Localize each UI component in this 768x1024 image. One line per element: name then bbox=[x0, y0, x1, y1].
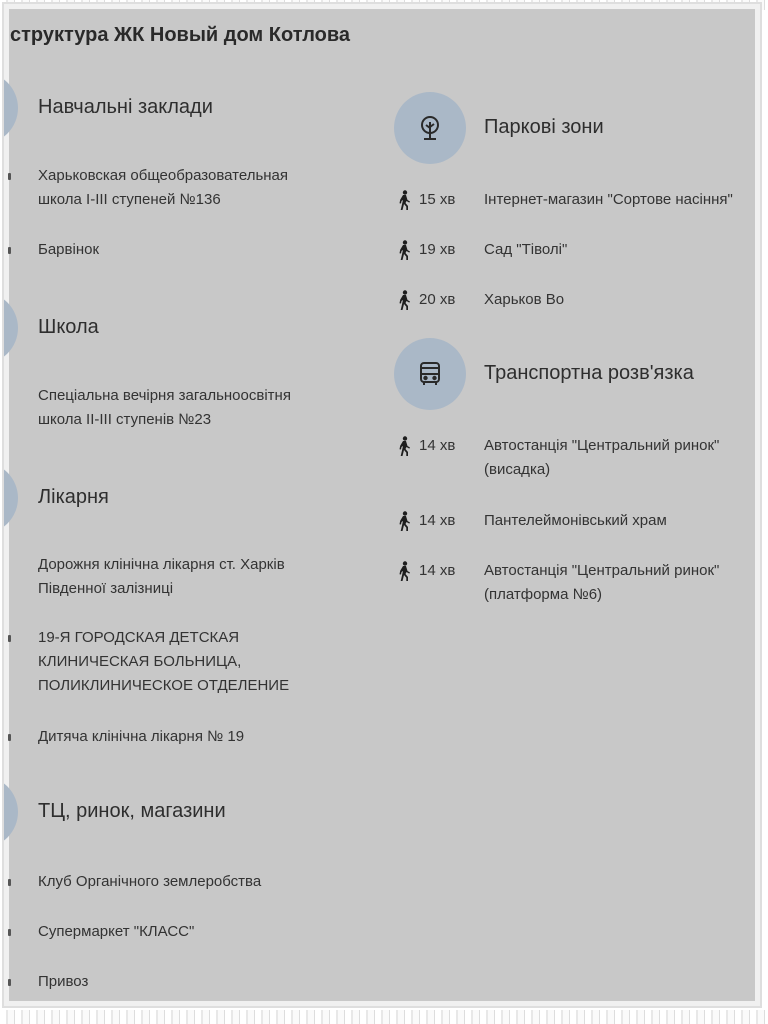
category-icon-circle bbox=[4, 72, 18, 144]
item-name-line: Дитяча клінічна лікарня № 19 bbox=[38, 728, 245, 745]
walking-icon bbox=[395, 436, 413, 456]
bullet-icon bbox=[8, 635, 11, 642]
category-title: ТЦ, ринок, магазини bbox=[38, 800, 226, 822]
walking-icon bbox=[395, 290, 413, 310]
category-icon-circle bbox=[394, 338, 466, 410]
item-name-line: Привоз bbox=[38, 973, 89, 990]
tree-icon bbox=[416, 114, 444, 142]
item-name-line: (платформа №6) bbox=[484, 586, 603, 603]
category-icon-circle bbox=[4, 776, 18, 848]
category-transport bbox=[389, 338, 760, 410]
item-name-line: Автостанція "Центральний ринок" bbox=[484, 437, 720, 454]
item-name-line: школа II-III ступенів №23 bbox=[38, 411, 212, 428]
item-name-line: Барвінок bbox=[38, 241, 100, 258]
category-title: Паркові зони bbox=[484, 116, 604, 138]
item-name-line: Пантелеймонівський храм bbox=[484, 512, 667, 529]
bullet-icon bbox=[8, 247, 11, 254]
walk-time: 14 хв bbox=[419, 562, 456, 579]
category-title: Навчальні заклади bbox=[38, 96, 213, 118]
bullet-icon bbox=[8, 879, 11, 886]
item-name-line: Сад "Тіволі" bbox=[484, 241, 568, 258]
category-icon-circle bbox=[4, 462, 18, 534]
walk-time: 14 хв bbox=[419, 512, 456, 529]
item-name-line: Супермаркет "КЛАСС" bbox=[38, 923, 195, 940]
walking-icon bbox=[395, 240, 413, 260]
bus-icon bbox=[416, 360, 444, 388]
category-title: Лікарня bbox=[38, 486, 109, 508]
bullet-icon bbox=[8, 734, 11, 741]
walk-time: 14 хв bbox=[419, 437, 456, 454]
category-title: Транспортна розв'язка bbox=[484, 362, 694, 384]
item-name-line: Дорожня клінічна лікарня ст. Харків bbox=[38, 556, 285, 573]
item-name-line: Спеціальна вечірня загальноосвітня bbox=[38, 387, 291, 404]
item-name-line: Харьковская общеобразовательная bbox=[38, 167, 289, 184]
walk-time: 19 хв bbox=[419, 241, 456, 258]
item-name-line: Автостанція "Центральний ринок" bbox=[484, 562, 720, 579]
page-title: структура ЖК Новый дом Котлова bbox=[10, 24, 351, 46]
category-shopping bbox=[4, 776, 364, 848]
walking-icon bbox=[395, 561, 413, 581]
item-name-line: 19-Я ГОРОДСКАЯ ДЕТСКАЯ bbox=[38, 629, 240, 646]
item-name-line: Південної залізниці bbox=[38, 580, 174, 597]
scratch-border-bottom bbox=[0, 1010, 768, 1024]
category-hospital bbox=[4, 462, 364, 534]
walk-time: 20 хв bbox=[419, 291, 456, 308]
category-icon-circle bbox=[4, 292, 18, 364]
item-name-line: ПОЛИКЛИНИЧЕСКОЕ ОТДЕЛЕНИЕ bbox=[38, 677, 290, 694]
item-name-line: (висадка) bbox=[484, 461, 551, 478]
walk-time: 15 хв bbox=[419, 191, 456, 208]
walking-icon bbox=[395, 190, 413, 210]
category-icon-circle bbox=[394, 92, 466, 164]
category-education bbox=[4, 72, 364, 144]
bullet-icon bbox=[8, 173, 11, 180]
bullet-icon bbox=[8, 979, 11, 986]
item-name-line: Клуб Органічного землеробства bbox=[38, 873, 262, 890]
category-title: Школа bbox=[38, 316, 99, 338]
screen-frame bbox=[4, 4, 760, 1006]
walking-icon bbox=[395, 511, 413, 531]
category-school bbox=[4, 292, 364, 364]
category-parks bbox=[389, 92, 760, 164]
item-name-line: Харьков Во bbox=[484, 291, 565, 308]
bullet-icon bbox=[8, 929, 11, 936]
item-name-line: Інтернет-магазин "Сортове насіння" bbox=[484, 191, 733, 208]
item-name-line: КЛИНИЧЕСКАЯ БОЛЬНИЦА, bbox=[38, 653, 242, 670]
item-name-line: школа I-III ступеней №136 bbox=[38, 191, 221, 208]
